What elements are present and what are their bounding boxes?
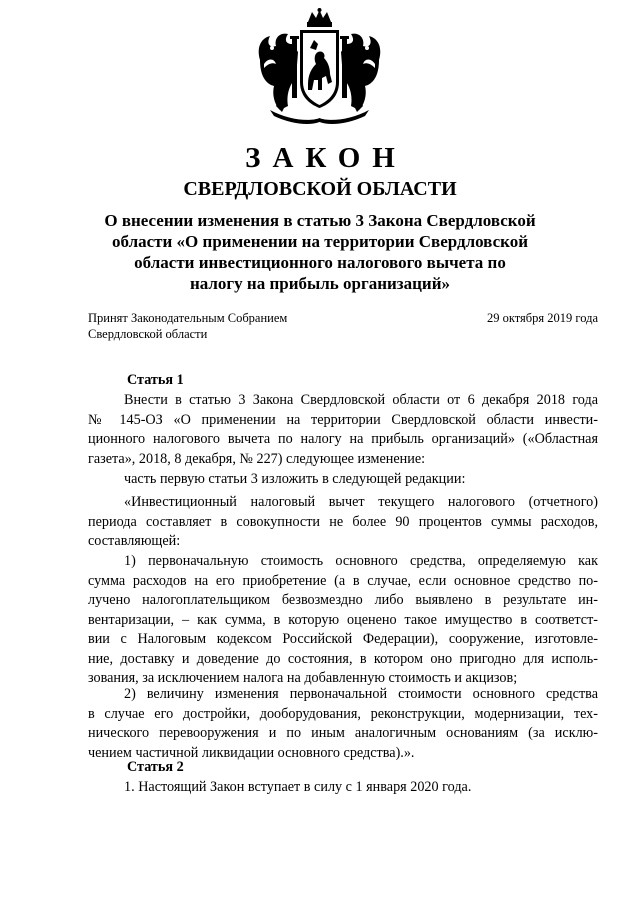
- text-line: лучено налогоплательщиком безвозмездно либо выявлено в результате ин-: [88, 592, 598, 608]
- text-line: 2) величину изменения первоначальной стоимости основного средства: [124, 686, 598, 702]
- text-line: зования, за исключением налога на добавленную стоимость и акцизов;: [88, 670, 518, 686]
- article-1-paragraph-5: [88, 685, 598, 763]
- document-title-line: О внесении изменения в статью 3 Закона Свердловской: [104, 211, 536, 230]
- document-title-line: области «О применении на территории Свердловской: [112, 232, 528, 251]
- region-title: СВЕРДЛОВСКОЙ ОБЛАСТИ: [183, 178, 457, 200]
- adoption-line: Свердловской области: [88, 327, 208, 341]
- article-1-heading: Статья 1: [127, 372, 184, 388]
- text-line: Внести в статью 3 Закона Свердловской области от 6 декабря 2018 года: [124, 392, 598, 408]
- text-line: «Инвестиционный налоговый вычет текущего налогового (отчетного): [124, 494, 598, 510]
- article-1-paragraph-2: [88, 470, 598, 490]
- coat-of-arms-icon: [252, 8, 387, 126]
- article-2-heading: Статья 2: [127, 759, 184, 775]
- text-line: сумма расходов на его приобретение (а в случае, если основное средство по-: [88, 572, 598, 589]
- text-line: периода составляет в совокупности не более 90 процентов суммы расходов,: [88, 513, 598, 530]
- adoption-line: Принят Законодательным Собранием: [88, 311, 288, 325]
- article-1-paragraph-4: [88, 552, 598, 689]
- law-title: ЗАКОН: [245, 142, 407, 174]
- text-line: вии с Налоговым кодексом Российской Федерации), сооружение, изготовле-: [88, 631, 598, 647]
- document-title-line: налогу на прибыль организаций»: [189, 274, 451, 293]
- text-line: 1) первоначальную стоимость основного средства, определяемую как: [124, 553, 598, 569]
- document-title-line: области инвестиционного налогового вычета по: [134, 253, 506, 272]
- document-title: [100, 210, 540, 294]
- adoption-info: [88, 310, 287, 342]
- text-line: ние, доставку и доведение до состояния, в котором оно пригодно для исполь-: [88, 650, 598, 667]
- text-line: ционного налогового вычета по налогу на прибыль организаций» («Областная: [88, 431, 598, 447]
- article-1-paragraph-1: [88, 391, 598, 469]
- article-2-paragraph-1: [88, 778, 598, 798]
- article-1-paragraph-3: [88, 493, 598, 552]
- text-line: вентаризации, – как сумма, в которую оценено такое имущество в соответст-: [88, 611, 598, 628]
- text-line: № 145-ОЗ «О применении на территории Свердловской области инвести-: [88, 411, 598, 428]
- text-line: нического перевооружения и по иным аналогичным основаниям (за исклю-: [88, 725, 598, 741]
- text-line: 1. Настоящий Закон вступает в силу с 1 января 2020 года.: [124, 779, 472, 795]
- text-line: в случае его достройки, дооборудования, реконструкции, модернизации, тех-: [88, 705, 598, 722]
- text-line: часть первую статьи 3 изложить в следующей редакции:: [124, 471, 466, 487]
- text-line: газета», 2018, 8 декабря, № 227) следующее изменение:: [88, 450, 426, 467]
- adoption-date: 29 октября 2019 года: [486, 311, 598, 325]
- text-line: чением частичной ликвидации основного средства).».: [88, 744, 415, 761]
- text-line: составляющей:: [88, 533, 181, 549]
